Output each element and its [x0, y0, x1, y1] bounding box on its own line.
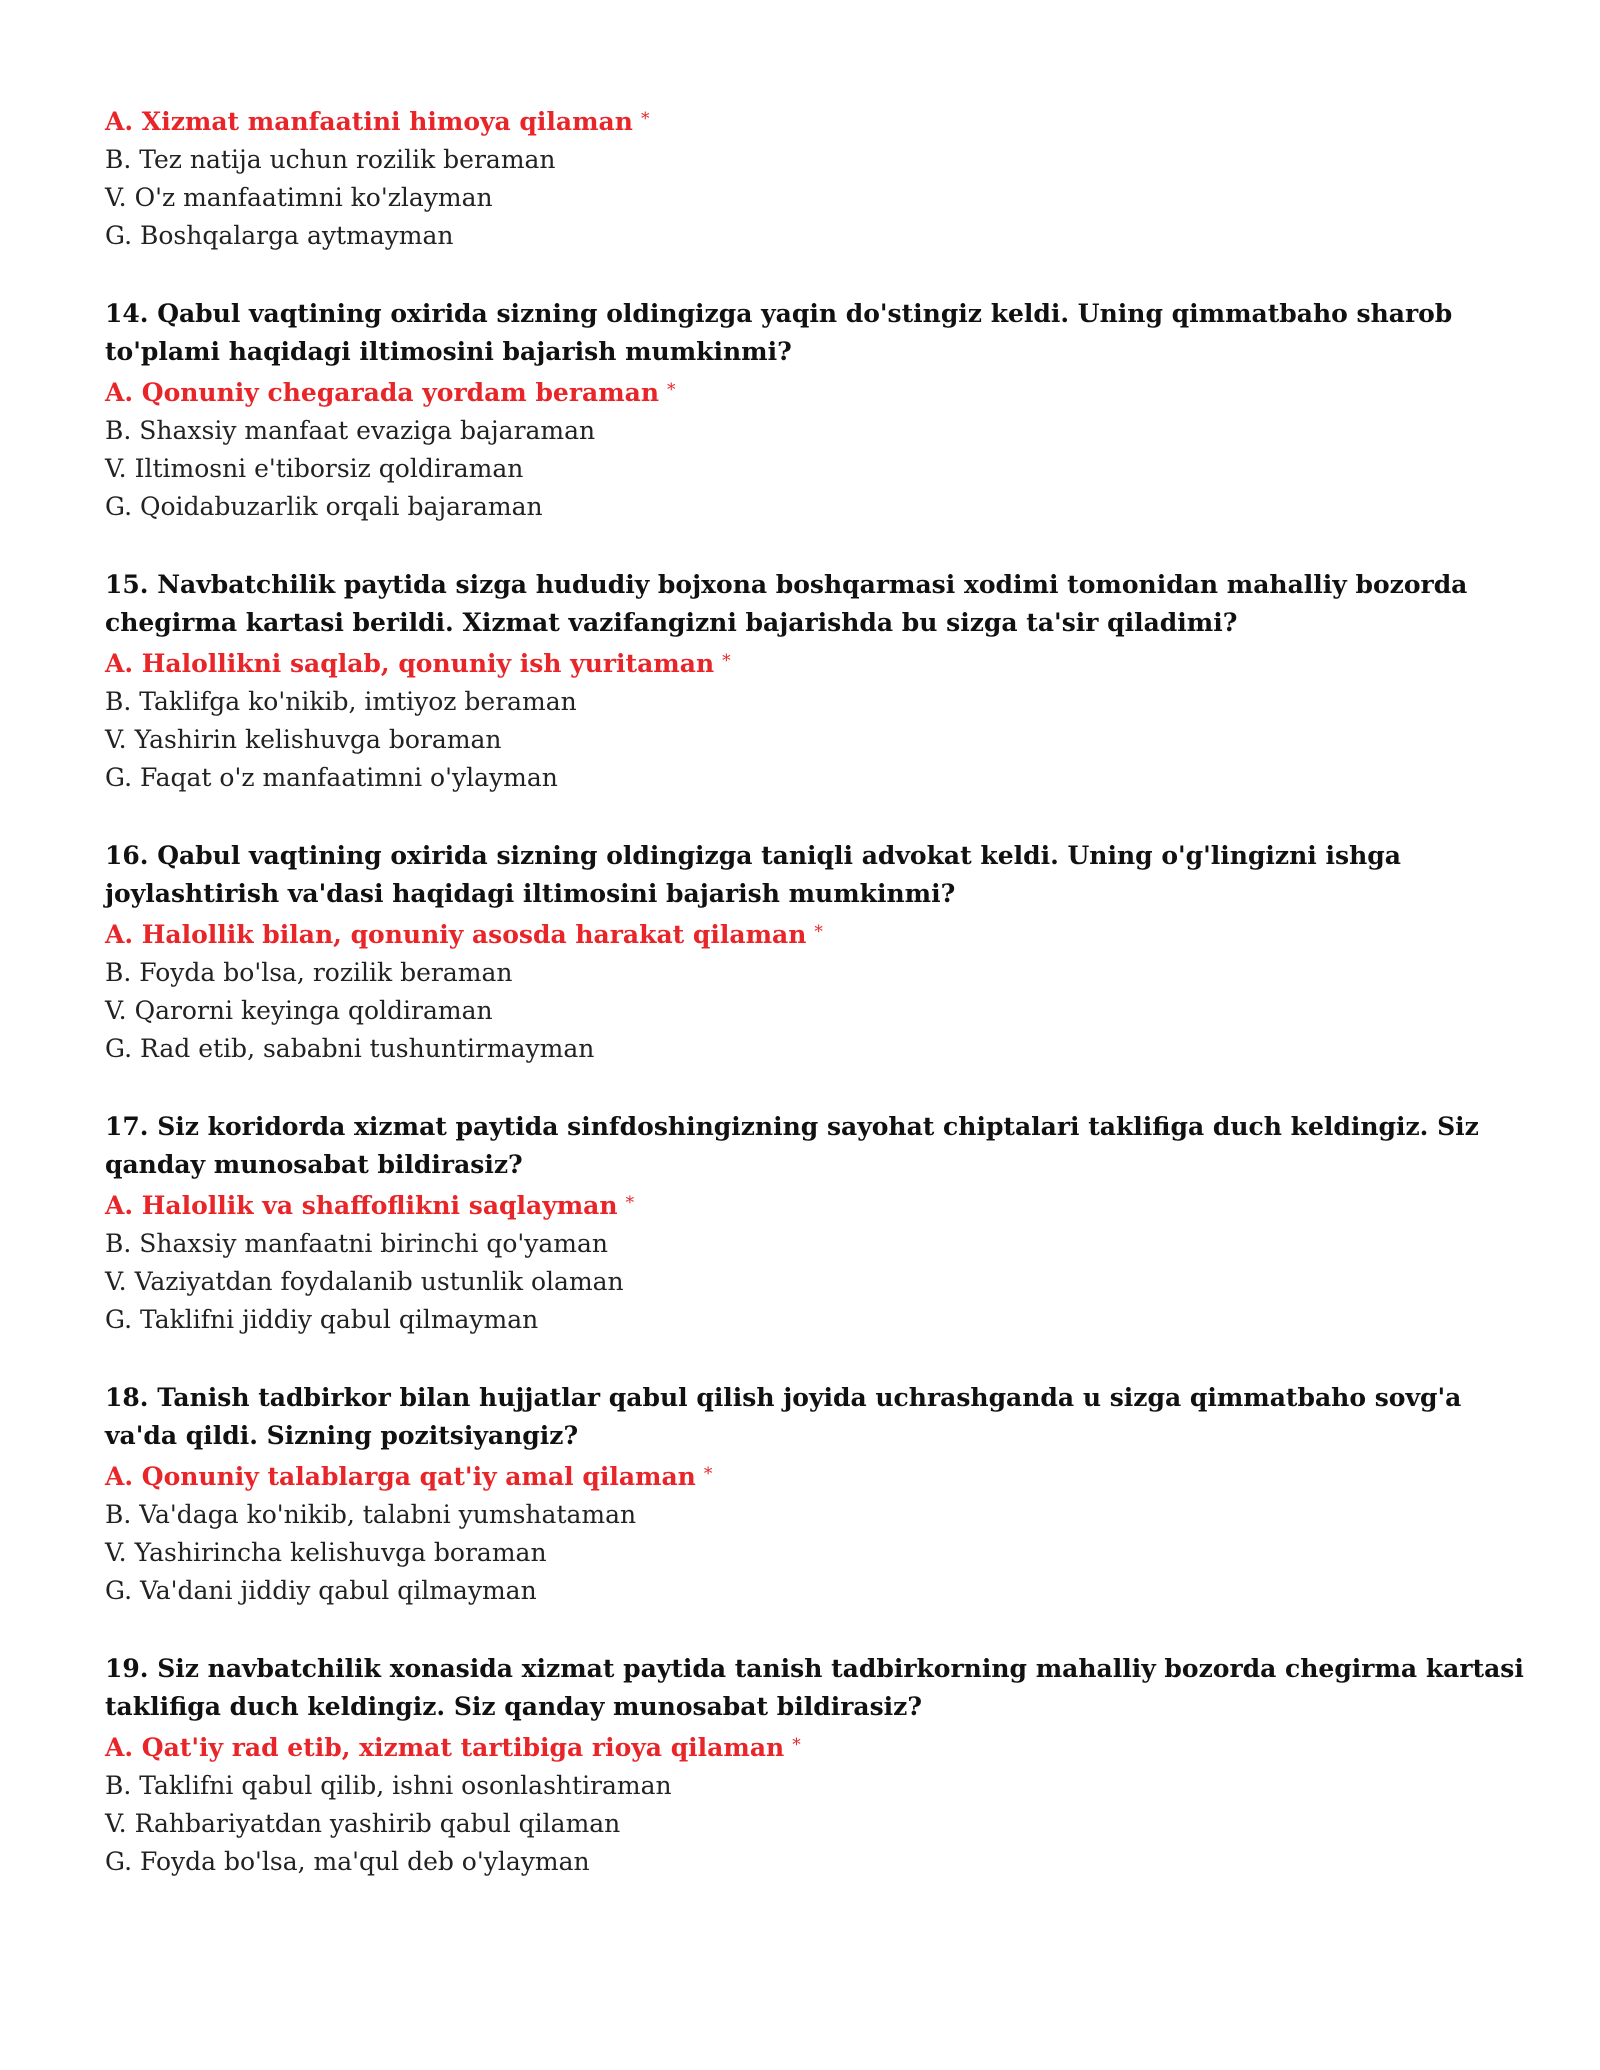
correct-marker: * — [703, 1464, 713, 1484]
question-text: 18. Tanish tadbirkor bilan hujjatlar qabul qilish joyida uchrashganda u sizga qimmatbaho sovg'a va'da qildi. Sizning pozitsiyangiz? — [105, 1383, 1462, 1450]
answer-option: V. Yashirin kelishuvga boraman — [105, 725, 502, 754]
correct-marker: * — [722, 651, 731, 671]
correct-marker: * — [814, 922, 823, 942]
answer-option: V. Qarorni keyinga qoldiraman — [105, 996, 493, 1025]
correct-answer-text: A. Qonuniy talablarga qat'iy amal qilaman — [105, 1462, 696, 1491]
answer-option: G. Va'dani jiddiy qabul qilmayman — [105, 1576, 537, 1605]
correct-answer-text: A. Halollik bilan, qonuniy asosda harakat qilaman — [105, 920, 807, 949]
question-text: 14. Qabul vaqtining oxirida sizning oldingizga yaqin do'stingiz keldi. Uning qimmatbaho sharob to'plami haqidagi iltimosini bajarish mumkinmi? — [105, 299, 1453, 366]
correct-answer-text: A. Halollikni saqlab, qonuniy ish yuritaman — [105, 649, 715, 678]
correct-answer-text: A. Xizmat manfaatini himoya qilaman — [105, 107, 633, 136]
answer-option: V. Iltimosni e'tiborsiz qoldiraman — [105, 454, 524, 483]
question-block-17 — [105, 1108, 1525, 1339]
question-block-19 — [105, 1650, 1525, 1881]
question-text: 17. Siz koridorda xizmat paytida sinfdoshingizning sayohat chiptalari taklifiga duch keldingiz. Siz qanday munosabat bildirasiz? — [105, 1112, 1479, 1179]
correct-answer — [105, 371, 1525, 412]
answer-option: B. Tez natija uchun rozilik beraman — [105, 145, 556, 174]
correct-answer — [105, 1184, 1525, 1225]
question-text: 15. Navbatchilik paytida sizga hududiy bojxona boshqarmasi xodimi tomonidan mahalliy bozorda chegirma kartasi berildi. Xizmat vazifangizni bajarishda bu sizga ta'sir qiladimi? — [105, 570, 1468, 637]
answer-option: G. Taklifni jiddiy qabul qilmayman — [105, 1305, 539, 1334]
correct-answer — [105, 913, 1525, 954]
correct-answer — [105, 1726, 1525, 1767]
question-block-15 — [105, 566, 1525, 797]
correct-answer-text: A. Qonuniy chegarada yordam beraman — [105, 378, 660, 407]
answer-option: V. Rahbariyatdan yashirib qabul qilaman — [105, 1809, 621, 1838]
answer-option: B. Va'daga ko'nikib, talabni yumshataman — [105, 1500, 637, 1529]
question-text: 16. Qabul vaqtining oxirida sizning oldingizga taniqli advokat keldi. Uning o'g'lingizni ishga joylashtirish va'dasi haqidagi iltimosini bajarish mumkinmi? — [105, 841, 1401, 908]
correct-answer-text: A. Qat'iy rad etib, xizmat tartibiga rioya qilaman — [105, 1733, 785, 1762]
correct-answer — [105, 642, 1525, 683]
answer-option: V. Vaziyatdan foydalanib ustunlik olaman — [105, 1267, 624, 1296]
answer-option: G. Faqat o'z manfaatimni o'ylayman — [105, 763, 558, 792]
document-page — [105, 100, 1525, 1881]
answer-option: V. Yashirincha kelishuvga boraman — [105, 1538, 547, 1567]
answer-option: B. Taklifni qabul qilib, ishni osonlashtiraman — [105, 1771, 672, 1800]
answer-option: B. Foyda bo'lsa, rozilik beraman — [105, 958, 513, 987]
answer-option: B. Shaxsiy manfaat evaziga bajaraman — [105, 416, 596, 445]
correct-marker: * — [667, 380, 676, 400]
question-block-14 — [105, 295, 1525, 526]
answer-option: G. Rad etib, sababni tushuntirmayman — [105, 1034, 595, 1063]
question-block-18 — [105, 1379, 1525, 1610]
answer-option: G. Foyda bo'lsa, ma'qul deb o'ylayman — [105, 1847, 590, 1876]
question-text: 19. Siz navbatchilik xonasida xizmat paytida tanish tadbirkorning mahalliy bozorda chegirma kartasi taklifiga duch keldingiz. Siz qanday munosabat bildirasiz? — [105, 1654, 1524, 1721]
correct-answer — [105, 1455, 1525, 1496]
question-block-16 — [105, 837, 1525, 1068]
correct-answer — [105, 100, 1525, 141]
correct-answer-text: A. Halollik va shaffoflikni saqlayman — [105, 1191, 618, 1220]
correct-marker: * — [640, 109, 650, 129]
correct-marker: * — [625, 1193, 635, 1213]
answer-option: G. Qoidabuzarlik orqali bajaraman — [105, 492, 543, 521]
correct-marker: * — [792, 1735, 801, 1755]
answer-option: V. O'z manfaatimni ko'zlayman — [105, 183, 493, 212]
answer-option: B. Taklifga ko'nikib, imtiyoz beraman — [105, 687, 577, 716]
question-block-13-options — [105, 100, 1525, 255]
answer-option: G. Boshqalarga aytmayman — [105, 221, 454, 250]
answer-option: B. Shaxsiy manfaatni birinchi qo'yaman — [105, 1229, 609, 1258]
